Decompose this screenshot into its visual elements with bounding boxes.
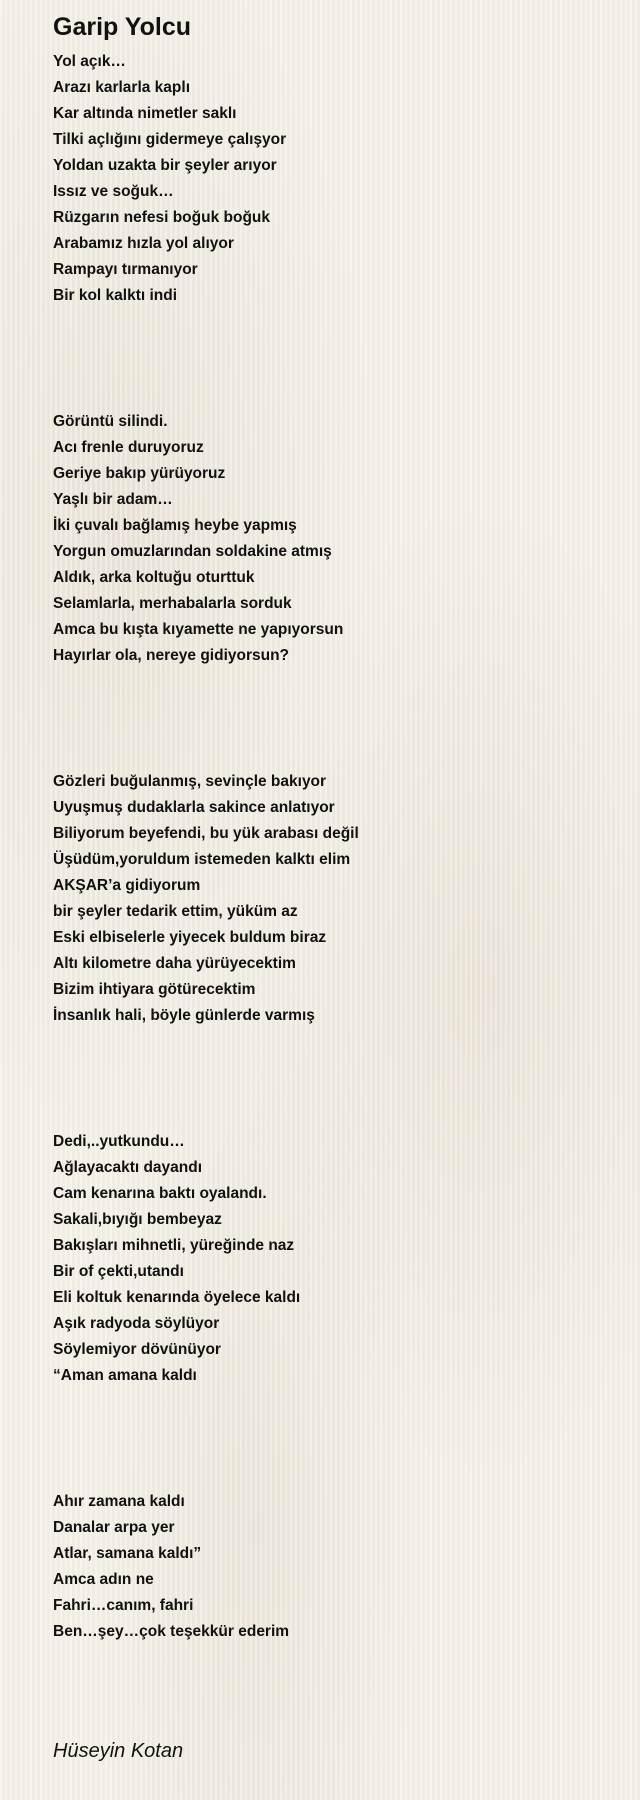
stanza-3 (53, 769, 613, 1029)
poem-line: Kar altında nimetler saklı (53, 105, 237, 122)
stanza-4 (53, 1129, 613, 1389)
poem-line: Biliyorum beyefendi, bu yük arabası değil (53, 825, 359, 842)
poem-line: bir şeyler tedarik ettim, yüküm az (53, 903, 298, 920)
stanza-5 (53, 1489, 613, 1645)
poem-line: Sakali,bıyığı bembeyaz (53, 1211, 222, 1228)
poem-line: Yorgun omuzlarından soldakine atmış (53, 543, 332, 560)
poem-line: Geriye bakıp yürüyoruz (53, 465, 226, 482)
poem-line: Gözleri buğulanmış, sevinçle bakıyor (53, 773, 327, 790)
poem-line: Bir kol kalktı indi (53, 287, 178, 304)
poem-line: Cam kenarına baktı oyalandı. (53, 1185, 267, 1202)
stanza-2 (53, 409, 613, 669)
stanza-1 (53, 49, 613, 309)
poem-line: Issız ve soğuk… (53, 183, 174, 200)
poem-line: Bakışları mihnetli, yüreğinde naz (53, 1237, 295, 1254)
poem-line: Söylemiyor dövünüyor (53, 1341, 221, 1358)
poem-line: Atlar, samana kaldı” (53, 1545, 202, 1562)
poem-line: Amca bu kışta kıyamette ne yapıyorsun (53, 621, 344, 638)
poem-line: Dedi,..yutkundu… (53, 1133, 185, 1150)
poem-line: Altı kilometre daha yürüyecektim (53, 955, 296, 972)
poem-line: İki çuvalı bağlamış heybe yapmış (53, 517, 297, 534)
poem-line: Selamlarla, merhabalarla sorduk (53, 595, 292, 612)
poem-line: Üşüdüm,yoruldum istemeden kalktı elim (53, 851, 351, 868)
poem-line: Ben…şey…çok teşekkür ederim (53, 1623, 290, 1640)
poem-line: Görüntü silindi. (53, 413, 168, 430)
poem-line: Aldık, arka koltuğu oturttuk (53, 569, 255, 586)
poem-line: Yoldan uzakta bir şeyler arıyor (53, 157, 277, 174)
poem-line: Bir of çekti,utandı (53, 1263, 184, 1280)
poem-title: Garip Yolcu (53, 13, 192, 41)
poem-line: Eli koltuk kenarında öyelece kaldı (53, 1289, 301, 1306)
poem-line: Rüzgarın nefesi boğuk boğuk (53, 209, 271, 226)
poem-line: Arazı karlarla kaplı (53, 79, 190, 96)
poem-line: Danalar arpa yer (53, 1519, 175, 1536)
poem-line: Yaşlı bir adam… (53, 491, 173, 508)
poem-container (53, 10, 613, 1645)
poem-line: Yol açık… (53, 53, 126, 70)
poem-line: Fahri…canım, fahri (53, 1597, 194, 1614)
poem-line: Ağlayacaktı dayandı (53, 1159, 203, 1176)
poem-line: Aşık radyoda söylüyor (53, 1315, 220, 1332)
poem-line: Uyuşmuş dudaklarla sakince anlatıyor (53, 799, 335, 816)
poem-line: Acı frenle duruyoruz (53, 439, 204, 456)
poem-line: İnsanlık hali, böyle günlerde varmış (53, 1007, 315, 1024)
poem-line: Ahır zamana kaldı (53, 1493, 185, 1510)
poem-line: Bizim ihtiyara götürecektim (53, 981, 256, 998)
poem-line: Arabamız hızla yol alıyor (53, 235, 234, 252)
poem-author: Hüseyin Kotan (53, 1740, 184, 1762)
poem-line: “Aman amana kaldı (53, 1367, 197, 1384)
poem-line: Hayırlar ola, nereye gidiyorsun? (53, 647, 290, 664)
poem-line: AKŞAR’a gidiyorum (53, 877, 201, 894)
poem-line: Amca adın ne (53, 1571, 154, 1588)
poem-line: Eski elbiselerle yiyecek buldum biraz (53, 929, 327, 946)
poem-line: Tilki açlığını gidermeye çalışyor (53, 131, 287, 148)
poem-line: Rampayı tırmanıyor (53, 261, 198, 278)
